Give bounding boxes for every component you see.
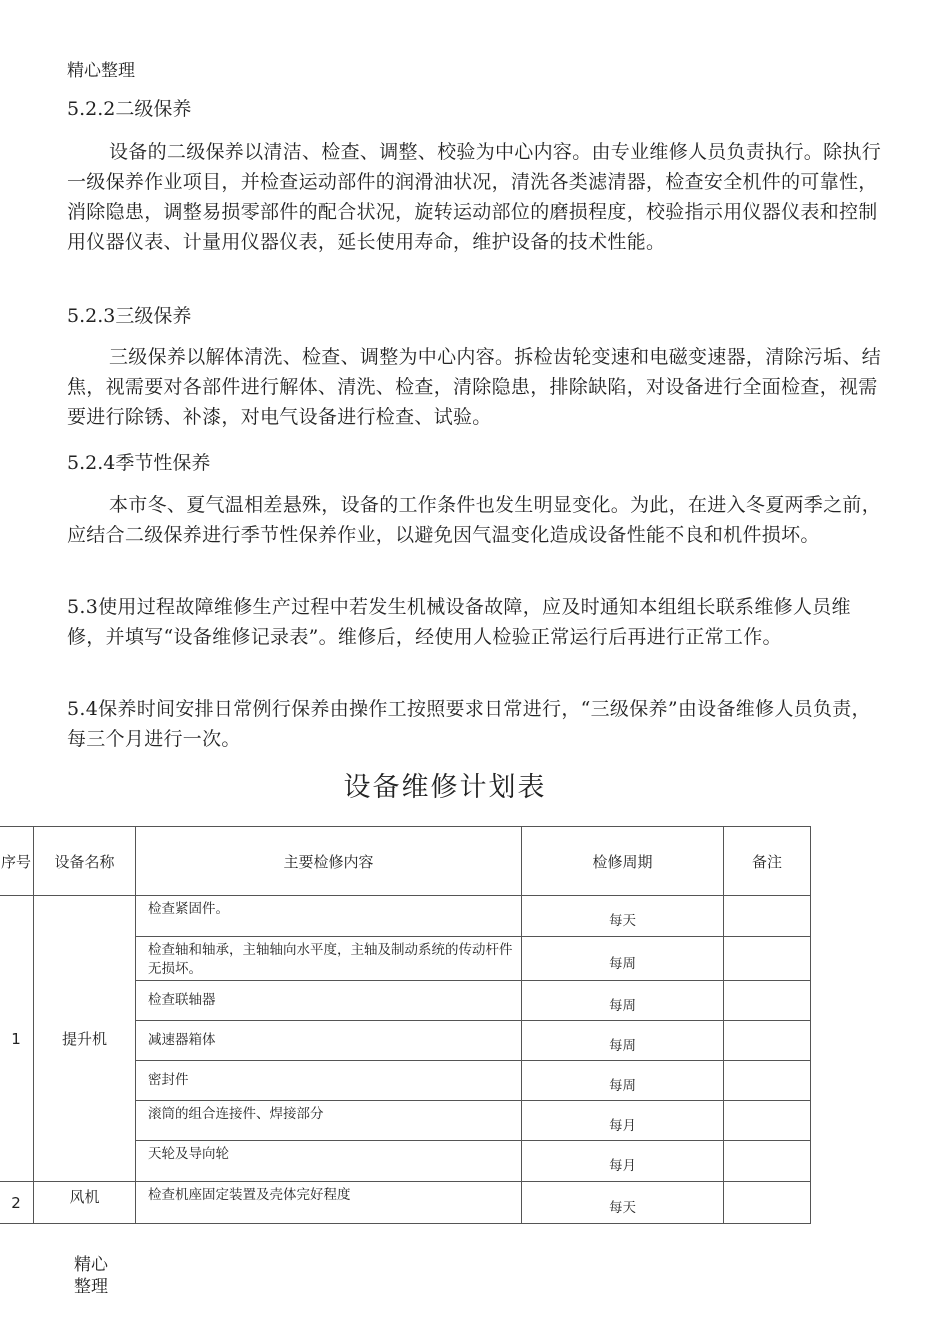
cycle-cell: 每月 (522, 1101, 724, 1141)
section-5-3: 5.3使用过程故障维修生产过程中若发生机械设备故障，应及时通知本组组长联系维修人员维修，并填写“设备维修记录表”。维修后，经使用人检验正常运行后再进行正常工作。 (67, 596, 851, 648)
content-cell: 减速器箱体 (136, 1021, 522, 1061)
cycle-cell: 每周 (522, 981, 724, 1021)
content-cell: 天轮及导向轮 (136, 1141, 522, 1182)
section-5-2-3-title: 5.2.3三级保养 (67, 305, 192, 327)
page-header: 精心整理 (67, 61, 135, 81)
note-cell (724, 1061, 811, 1101)
content-cell: 检查轴和轴承，主轴轴向水平度，主轴及制动系统的传动杆件无损坏。 (136, 937, 522, 981)
page-footer: 精心整理 (74, 1255, 108, 1297)
section-5-2-3-body: 三级保养以解体清洗、检查、调整为中心内容。拆检齿轮变速和电磁变速器，清除污垢、结焦，视需要对各部件进行解体、清洗、检查，清除隐患，排除缺陷，对设备进行全面检查，视需要进行除锈、补漆，对电气设备进行检查、试验。 (67, 346, 882, 428)
row-index: 2 (0, 1182, 34, 1224)
note-cell (724, 1101, 811, 1141)
row-index: 1 (0, 896, 34, 1182)
content-cell: 检查联轴器 (136, 981, 522, 1021)
content-cell: 密封件 (136, 1061, 522, 1101)
header-note: 备注 (724, 827, 811, 896)
note-cell (724, 981, 811, 1021)
note-cell (724, 1141, 811, 1182)
equipment-name: 提升机 (34, 896, 136, 1182)
section-5-2-4-body: 本市冬、夏气温相差悬殊，设备的工作条件也发生明显变化。为此，在进入冬夏两季之前，应结合二级保养进行季节性保养作业，以避免因气温变化造成设备性能不良和机件损坏。 (67, 494, 882, 546)
content-cell: 检查紧固件。 (136, 896, 522, 937)
header-cycle: 检修周期 (522, 827, 724, 896)
content-cell: 滚筒的组合连接件、焊接部分 (136, 1101, 522, 1141)
section-5-4: 5.4保养时间安排日常例行保养由操作工按照要求日常进行，“三级保养”由设备维修人员负责，每三个月进行一次。 (67, 698, 871, 750)
note-cell (724, 1182, 811, 1224)
note-cell (724, 896, 811, 937)
content-cell: 检查机座固定装置及壳体完好程度 (136, 1182, 522, 1224)
header-equipment-name: 设备名称 (34, 827, 136, 896)
cycle-cell: 每天 (522, 1182, 724, 1224)
header-index: 序号 (0, 827, 34, 896)
table-title: 设备维修计划表 (343, 772, 547, 803)
cycle-cell: 每周 (522, 1021, 724, 1061)
table-row (0, 896, 811, 937)
table-header-row (0, 827, 811, 896)
cycle-cell: 每周 (522, 937, 724, 981)
maintenance-plan-table (0, 826, 811, 1224)
section-5-2-4-title: 5.2.4季节性保养 (67, 452, 211, 474)
equipment-name: 风机 (34, 1182, 136, 1224)
cycle-cell: 每周 (522, 1061, 724, 1101)
cycle-cell: 每月 (522, 1141, 724, 1182)
note-cell (724, 1021, 811, 1061)
table-row (0, 1182, 811, 1224)
header-content: 主要检修内容 (136, 827, 522, 896)
section-5-2-2-title: 5.2.2二级保养 (67, 98, 192, 120)
cycle-cell: 每天 (522, 896, 724, 937)
section-5-2-2-body: 设备的二级保养以清洁、检查、调整、校验为中心内容。由专业维修人员负责执行。除执行一级保养作业项目，并检查运动部件的润滑油状况，清洗各类滤清器，检查安全机件的可靠性，消除隐患，调整易损零部件的配合状况，旋转运动部位的磨损程度，校验指示用仪器仪表和控制用仪器仪表、计量用仪器仪表，延长使用寿命，维护设备的技术性能。 (67, 141, 882, 253)
note-cell (724, 937, 811, 981)
